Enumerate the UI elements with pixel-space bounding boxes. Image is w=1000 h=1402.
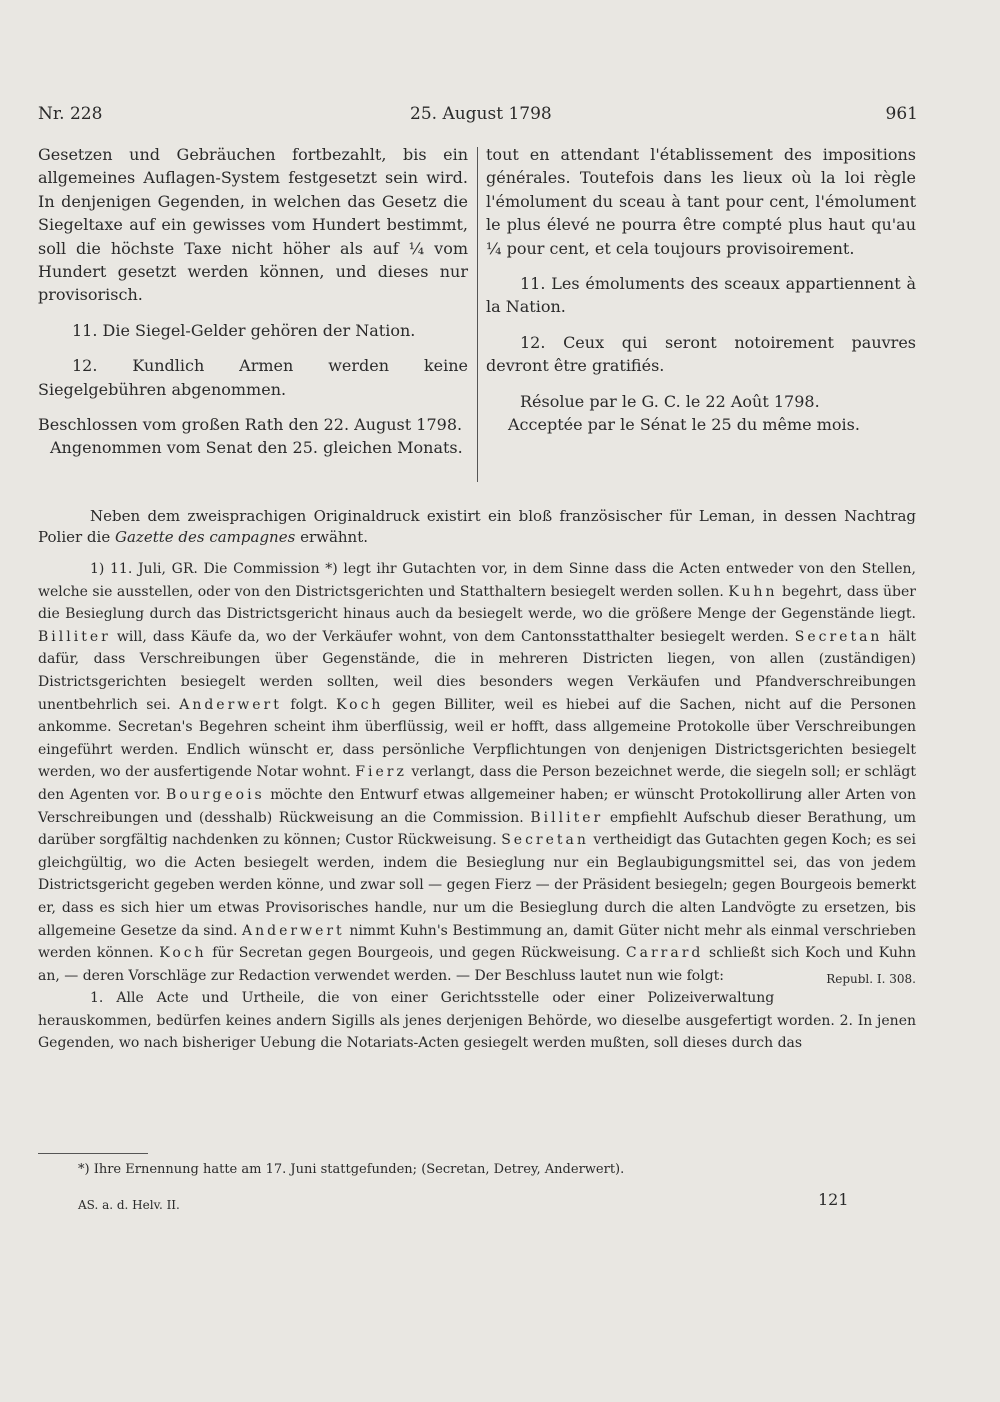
footnote-rule [38, 1153, 148, 1154]
speaker-name: Fierz [355, 764, 407, 781]
source-signature: AS. a. d. Helv. II. [78, 1198, 180, 1212]
speaker-name: Anderwert [242, 922, 345, 939]
speaker-name: Billiter [38, 628, 111, 645]
french-article-11: 11. Les émoluments des sceaux appartiennent à la Nation. [486, 274, 916, 317]
french-resolved-line: Résolue par le G. C. le 22 Août 1798. [520, 391, 820, 411]
german-paragraph: Gesetzen und Gebräuchen fortbezahlt, bis ein allgemeines Auflagen-System festgesetzt sein wird. In denjenigen Gegenden, in welchen das Gesetz die Siegeltaxe auf ein gewisses vom Hundert bestimmt, soll die höchste Taxe nicht höher als auf ¼ vom Hundert gesetzt werden können, und dieses nur provisorisch. [38, 145, 468, 305]
column-divider [477, 147, 478, 482]
editorial-note: Neben dem zweisprachigen Originaldruck existirt ein bloß französischer für Leman, in dessen Nachtrag Polier die Gazette des campagnes erwähnt. [38, 507, 916, 546]
header-date: 25. August 1798 [410, 104, 552, 124]
speaker-name: Koch [336, 696, 384, 713]
french-article-12: 12. Ceux qui seront notoirement pauvres devront être gratifiés. [486, 332, 916, 376]
publication-title: Gazette des campagnes [114, 528, 296, 546]
debate-notes [38, 558, 916, 1055]
speaker-name: Bourgeois [165, 786, 265, 803]
german-column [38, 143, 468, 460]
page-number: 961 [885, 104, 918, 124]
french-accepted-line: Acceptée par le Sénat le 25 du même mois. [508, 415, 860, 435]
speaker-name: Secretan [794, 628, 883, 645]
speaker-name: Billiter [530, 809, 604, 826]
speaker-name: Koch [159, 945, 207, 962]
running-header [38, 104, 918, 128]
speaker-name: Anderwert [179, 696, 282, 713]
german-article-11: 11. Die Siegel-Gelder gehören der Nation. [72, 320, 416, 340]
french-paragraph: tout en attendant l'établissement des impositions générales. Toutefois dans les lieux où la loi règle l'émolument du sceau à tant pour cent, l'émolument le plus élevé ne pourra être compté plus haut qu'au ¼ pour cent, et cela toujours provisoirement. [486, 145, 916, 258]
speaker-name: Carrard [625, 945, 704, 962]
sheet-number: 121 [818, 1190, 849, 1209]
german-resolved-line: Beschlossen vom großen Rath den 22. August 1798. [38, 415, 463, 435]
reference-citation: Republ. I. 308. [826, 971, 916, 986]
french-column [486, 143, 916, 436]
speaker-name: Secretan [501, 832, 589, 849]
german-accepted-line: Angenommen vom Senat den 25. gleichen Monats. [50, 438, 463, 458]
decree-text: 1. Alle Acte und Urtheile, die von einer Gerichtsstelle oder einer Polizeiverwaltung herauskommen, bedürfen keines andern Sigills als jenes derjenigen Behörde, wo dieselbe ausgefertigt worden. 2. In jenen Gegenden, wo nach bisheriger Uebung die Notariats-Acten gesiegelt werden mußten, soll dieses durch das [38, 990, 916, 1052]
footnote: *) Ihre Ernennung hatte am 17. Juni stattgefunden; (Secretan, Detrey, Anderwert). [78, 1162, 625, 1177]
debate-paragraph: 1) 11. Juli, GR. Die Commission *) legt ihr Gutachten vor, in dem Sinne dass die Acten entweder von den Stellen, welche sie ausstellen, oder von den Districtsgerichten und Statthaltern besiegelt werden sollen. Kuhn begehrt, dass über die Besieglung durch das Districtsgericht hinaus auch da besiegelt werde, wo die größere Menge der Gegenstände liegt. Billiter will, dass Käufe da, wo der Verkäufer wohnt, von dem Cantonsstatthalter besiegelt werden. Secretan hält dafür, dass Verschreibungen über Gegenstände, die in mehreren Districten liegen, von allen (zuständigen) Districtsgerichten besiegelt werden sollten, weil dies besonders wegen Verkäufen und Pfandverschreibungen unentbehrlich sei. Anderwert folgt. Koch gegen Billiter, weil es hiebei auf die Sachen, nicht auf die Personen ankomme. Secretan's Begehren scheint ihm überflüssig, weil er hofft, dass allgemeine Protokolle über Verschreibungen eingeführt werden. Endlich wünscht er, dass persönliche Verpflichtungen von denjenigen Districtsgerichten besiegelt werden, wo der ausfertigende Notar wohnt. Fierz verlangt, dass die Person bezeichnet werde, die siegeln soll; er schlägt den Agenten vor. Bourgeois möchte den Entwurf etwas allgemeiner haben; er wünscht Protokollirung aller Arten von Verschreibungen und (desshalb) Rückweisung an die Commission. Billiter empfiehlt Aufschub dieser Berathung, um darüber sorgfältig nachdenken zu können; Custor Rückweisung. Secretan vertheidigt das Gutachten gegen Koch; es sei gleichgültig, wo die Acten besiegelt werden, indem die Besieglung nur ein Beglaubigungsmittel sei, das von jedem Districtsgericht gegeben werden könne, und zwar soll — gegen Fierz — der Präsident besiegeln; gegen Bourgeois bemerkt er, dass es sich hier um etwas Provisorisches handle, nur um die Besieglung durch die alten Landvögte zu ersetzen, bis allgemeine Gesetze da sind. Anderwert nimmt Kuhn's Bestimmung an, damit Güter nicht mehr als einmal verschrieben werden können. Koch für Secretan gegen Bourgeois, und gegen Rückweisung. Carrard schließt sich Koch und Kuhn an, — deren Vorschläge zur Redaction verwendet werden. — Der Beschluss lautet nun wie folgt: Republ. I. 308. [38, 558, 916, 987]
speaker-name: Kuhn [728, 583, 778, 600]
document-number: Nr. 228 [38, 104, 103, 124]
german-article-12: 12. Kundlich Armen werden keine Siegelgebühren abgenommen. [38, 356, 468, 399]
